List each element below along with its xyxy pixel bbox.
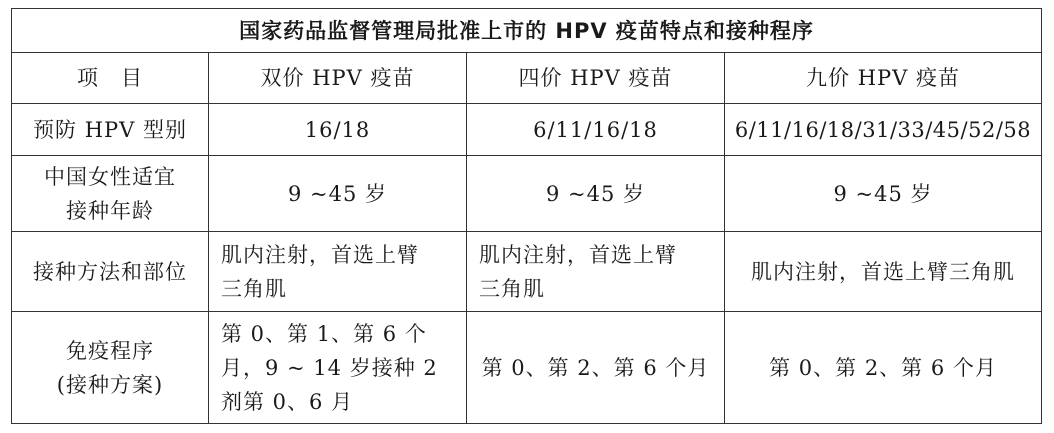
- header-nonavalent: 九价 HPV 疫苗: [725, 53, 1042, 104]
- bivalent-method: [209, 232, 467, 312]
- nonavalent-types: 6/11/16/18/31/33/45/52/58: [725, 104, 1042, 156]
- label-hpv-types: 预防 HPV 型别: [12, 104, 209, 156]
- label-age: [12, 156, 209, 232]
- header-item: 项 目: [12, 53, 209, 104]
- nonavalent-age: 9 ~45 岁: [725, 156, 1042, 232]
- bivalent-schedule: [209, 312, 467, 424]
- label-age-line2: 接种年龄: [66, 198, 154, 223]
- hpv-vaccine-table: [11, 8, 1042, 424]
- quadrivalent-method-line1: 肌内注射，首选上臂: [479, 242, 677, 267]
- bivalent-schedule-line3: 剂第 0、6 月: [221, 389, 354, 414]
- bivalent-method-line2: 三角肌: [221, 276, 287, 301]
- header-bivalent: 双价 HPV 疫苗: [209, 53, 467, 104]
- quadrivalent-method-line2: 三角肌: [479, 276, 545, 301]
- nonavalent-schedule: 第 0、第 2、第 6 个月: [725, 312, 1042, 424]
- label-schedule-line2: (接种方案): [56, 372, 164, 397]
- nonavalent-method: 肌内注射，首选上臂三角肌: [725, 232, 1042, 312]
- table-header-row: [12, 53, 1042, 104]
- table-title-row: [12, 9, 1042, 53]
- header-quadrivalent: 四价 HPV 疫苗: [467, 53, 725, 104]
- bivalent-types: 16/18: [209, 104, 467, 156]
- label-schedule: [12, 312, 209, 424]
- bivalent-schedule-line2: 月，9 ~ 14 岁接种 2: [221, 355, 438, 380]
- row-method: [12, 232, 1042, 312]
- table-title: 国家药品监督管理局批准上市的 HPV 疫苗特点和接种程序: [12, 9, 1042, 53]
- bivalent-age: 9 ~45 岁: [209, 156, 467, 232]
- row-hpv-types: [12, 104, 1042, 156]
- label-age-line1: 中国女性适宜: [44, 164, 176, 189]
- quadrivalent-age: 9 ~45 岁: [467, 156, 725, 232]
- bivalent-method-line1: 肌内注射，首选上臂: [221, 242, 419, 267]
- label-method: 接种方法和部位: [12, 232, 209, 312]
- quadrivalent-method: [467, 232, 725, 312]
- quadrivalent-types: 6/11/16/18: [467, 104, 725, 156]
- label-schedule-line1: 免疫程序: [66, 338, 154, 363]
- quadrivalent-schedule: 第 0、第 2、第 6 个月: [467, 312, 725, 424]
- row-schedule: [12, 312, 1042, 424]
- bivalent-schedule-line1: 第 0、第 1、第 6 个: [221, 321, 427, 346]
- hpv-vaccine-table-container: [11, 8, 1041, 423]
- row-age: [12, 156, 1042, 232]
